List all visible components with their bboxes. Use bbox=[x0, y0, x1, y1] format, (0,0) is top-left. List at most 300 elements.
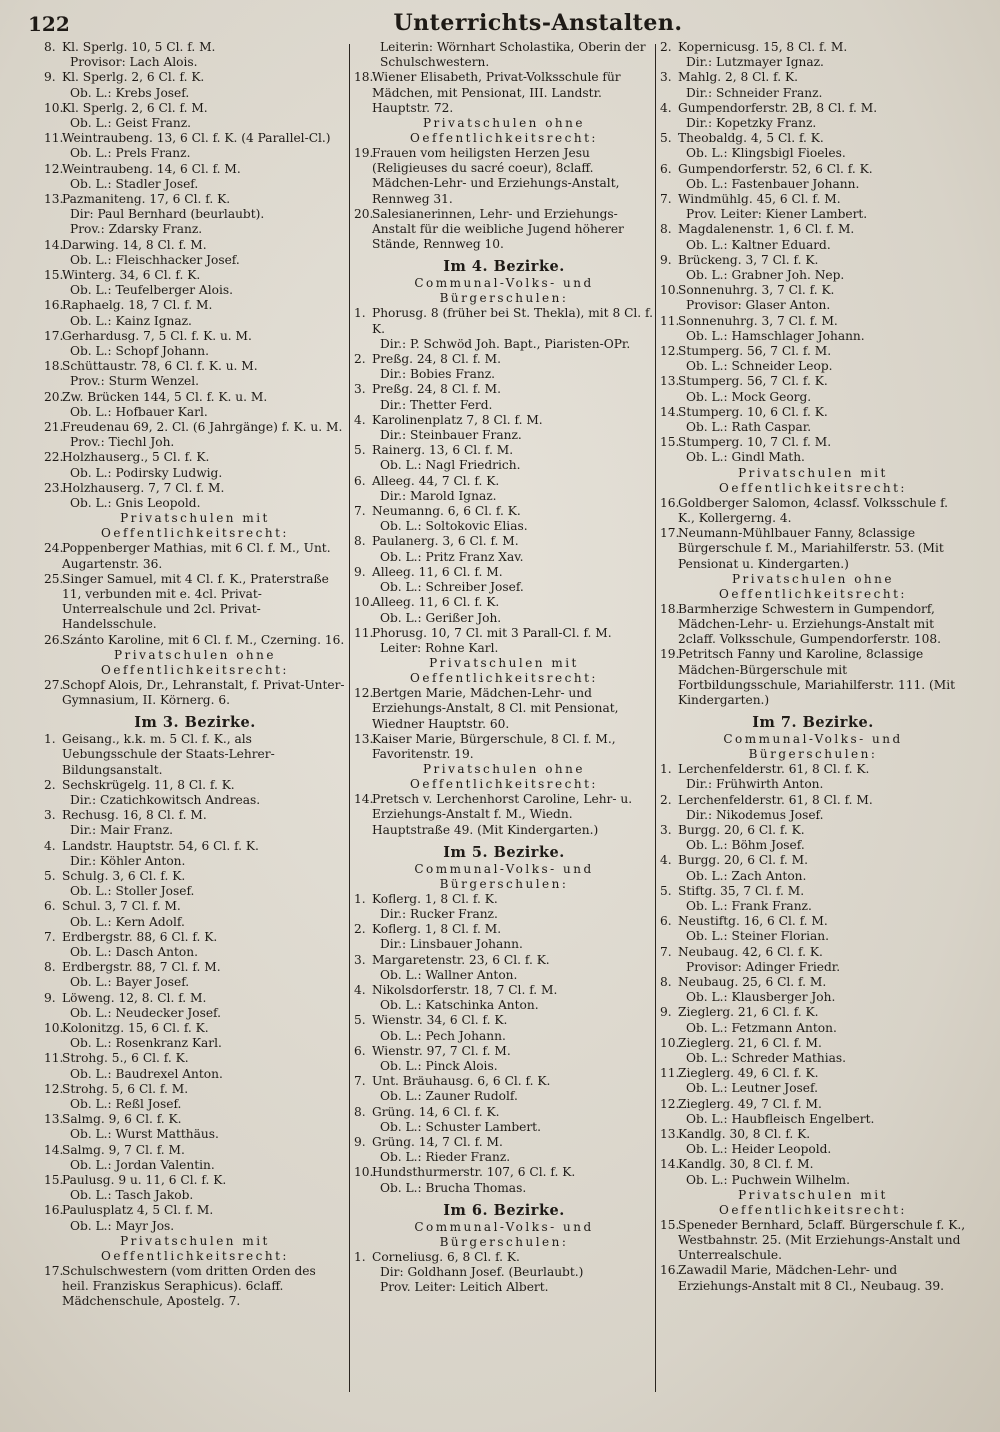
entry-director: Ob. L.: Tasch Jakob. bbox=[70, 1188, 194, 1203]
entry-number: 14. bbox=[660, 1157, 680, 1172]
entry-text: Stumperg. 56, 7 Cl. f. M. bbox=[678, 344, 832, 359]
district-heading: Im 3. Bezirke. bbox=[134, 714, 256, 732]
entry-text: Petritsch Fanny und Karoline, 8classige Mädchen-Bürgerschule mit Fortbildungsschule, Mariahilferstr. 111. (Mit Kindergarten.) bbox=[678, 647, 955, 707]
school-entry bbox=[354, 474, 654, 489]
entry-number: 6. bbox=[660, 914, 672, 929]
entry-number: 7. bbox=[354, 504, 366, 519]
school-entry bbox=[354, 983, 654, 998]
school-entry bbox=[44, 572, 346, 633]
school-entry bbox=[354, 1165, 654, 1180]
entry-text: Phorusg. 8 (früher bei St. Thekla), mit 8 Cl. f. K. bbox=[372, 306, 653, 336]
entry-director: Dir.: Nikodemus Josef. bbox=[686, 807, 824, 822]
entry-director: Ob. L.: Zauner Rudolf. bbox=[380, 1089, 518, 1104]
entry-director: Ob. L.: Hamschlager Johann. bbox=[686, 328, 865, 343]
entry-text: Preßg. 24, 8 Cl. f. M. bbox=[372, 382, 501, 397]
entry-director: Ob. L.: Pinck Alois. bbox=[380, 1058, 498, 1073]
category-heading: Privatschulen mit Oeffentlichkeitsrecht: bbox=[101, 1233, 289, 1263]
school-entry bbox=[44, 40, 346, 55]
entry-number: 1. bbox=[660, 762, 672, 777]
school-entry bbox=[44, 450, 346, 465]
school-entry bbox=[354, 922, 654, 937]
school-entry bbox=[660, 192, 966, 207]
school-entry bbox=[660, 344, 966, 359]
category-heading: Communal-Volks- und Bürgerschulen: bbox=[414, 276, 594, 306]
school-entry bbox=[660, 823, 966, 838]
entry-director: Ob. L.: Schopf Johann. bbox=[70, 344, 209, 359]
entry-number: 12. bbox=[660, 1096, 680, 1111]
entry-director: Provisor: Adinger Friedr. bbox=[686, 959, 841, 974]
text-column-3 bbox=[660, 40, 966, 1408]
entry-director: Ob. L.: Rieder Franz. bbox=[380, 1150, 511, 1165]
entry-text: Gerhardusg. 7, 5 Cl. f. K. u. M. bbox=[62, 328, 252, 343]
entry-text: Landstr. Hauptstr. 54, 6 Cl. f. K. bbox=[62, 838, 259, 853]
entry-director: Ob. L.: Kaltner Eduard. bbox=[686, 237, 831, 252]
school-entry bbox=[660, 884, 966, 899]
school-entry bbox=[354, 207, 654, 253]
entry-text: Phorusg. 10, 7 Cl. mit 3 Parall-Cl. f. M. bbox=[372, 625, 612, 640]
entry-director: Ob. L.: Zach Anton. bbox=[686, 868, 807, 883]
entry-text: Holzhauserg. 7, 7 Cl. f. M. bbox=[62, 480, 225, 495]
entry-text: Burgg. 20, 6 Cl. f. K. bbox=[678, 822, 805, 837]
entry-director: Ob. L.: Dasch Anton. bbox=[70, 944, 198, 959]
school-entry bbox=[660, 496, 966, 526]
entry-director: Ob. L.: Krebs Josef. bbox=[70, 85, 190, 100]
entry-number: 9. bbox=[44, 70, 56, 85]
entry-director: Ob. L.: Fetzmann Anton. bbox=[686, 1020, 837, 1035]
entry-number: 4. bbox=[354, 412, 366, 427]
entry-number: 17. bbox=[44, 328, 64, 343]
entry-director: Ob. L.: Klingsbigl Fioeles. bbox=[686, 146, 846, 161]
entry-director: Ob. L.: Kainz Ignaz. bbox=[70, 313, 192, 328]
school-entry bbox=[44, 778, 346, 793]
entry-text: Speneder Bernhard, 5claff. Bürgerschule f. K., Westbahnstr. 25. (Mit Erziehungs-Anstalt und Unterrealschule. bbox=[678, 1217, 966, 1263]
school-entry bbox=[44, 991, 346, 1006]
text-column-1 bbox=[44, 40, 346, 1408]
entry-director: Ob. L.: Hofbauer Karl. bbox=[70, 404, 208, 419]
category-heading: Privatschulen mit Oeffentlichkeitsrecht: bbox=[410, 656, 598, 686]
entry-director: Dir.: Kopetzky Franz. bbox=[686, 116, 817, 131]
school-entry bbox=[660, 1036, 966, 1051]
entry-director: Ob. L.: Klausberger Joh. bbox=[686, 990, 836, 1005]
entry-text: Erdbergstr. 88, 6 Cl. f. K. bbox=[62, 929, 218, 944]
entry-number: 8. bbox=[354, 534, 366, 549]
school-entry bbox=[44, 1173, 346, 1188]
school-entry bbox=[44, 1203, 346, 1218]
school-entry bbox=[660, 253, 966, 268]
entry-text: Holzhauserg., 5 Cl. f. K. bbox=[62, 450, 210, 465]
school-entry bbox=[660, 374, 966, 389]
category-heading: Privatschulen mit Oeffentlichkeitsrecht: bbox=[719, 1187, 907, 1217]
category-heading: Privatschulen ohne Oeffentlichkeitsrecht: bbox=[101, 647, 289, 677]
school-entry bbox=[44, 1112, 346, 1127]
school-entry bbox=[354, 382, 654, 397]
school-entry bbox=[660, 40, 966, 55]
entry-text: Pazmaniteng. 17, 6 Cl. f. K. bbox=[62, 192, 231, 207]
school-entry bbox=[44, 359, 346, 374]
entry-text: Kaiser Marie, Bürgerschule, 8 Cl. f. M., Favoritenstr. 19. bbox=[372, 731, 616, 761]
school-entry bbox=[660, 131, 966, 146]
entry-director: Ob. L.: Puchwein Wilhelm. bbox=[686, 1172, 850, 1187]
entry-text: Brückeng. 3, 7 Cl. f. K. bbox=[678, 252, 819, 267]
entry-number: 12. bbox=[354, 686, 374, 701]
entry-text: Bertgen Marie, Mädchen-Lehr- und Erziehungs-Anstalt, 8 Cl. mit Pensionat, Wiedner Hauptstr. 60. bbox=[372, 686, 619, 731]
entry-number: 6. bbox=[660, 161, 672, 176]
entry-director: Dir.: Linsbauer Johann. bbox=[380, 937, 523, 952]
school-entry bbox=[354, 413, 654, 428]
entry-text: Unt. Bräuhausg. 6, 6 Cl. f. K. bbox=[372, 1074, 551, 1089]
entry-number: 10. bbox=[44, 100, 64, 115]
entry-director: Ob. L.: Katschinka Anton. bbox=[380, 998, 539, 1013]
entry-number: 27. bbox=[44, 677, 64, 692]
entry-director: Provisor: Glaser Anton. bbox=[686, 298, 831, 313]
entry-text: Kandlg. 30, 8 Cl. f. K. bbox=[678, 1127, 811, 1141]
entry-number: 5. bbox=[354, 443, 366, 458]
entry-director: Prov.: Zdarsky Franz. bbox=[70, 222, 203, 237]
entry-text: Rechusg. 16, 8 Cl. f. M. bbox=[62, 808, 207, 823]
entry-number: 2. bbox=[354, 922, 366, 937]
entry-director: Dir.: Czatichkowitsch Andreas. bbox=[70, 792, 261, 807]
entry-text: Frauen vom heiligsten Herzen Jesu (Religieuses du sacré coeur), 8claff. Mädchen-Lehr- und Erziehungs-Anstalt, Rennweg 31. bbox=[372, 146, 620, 206]
entry-text: Paulusplatz 4, 5 Cl. f. M. bbox=[62, 1203, 214, 1218]
entry-number: 12. bbox=[44, 161, 64, 176]
entry-text: Freudenau 69, 2. Cl. (6 Jahrgänge) f. K. u. M. bbox=[62, 420, 343, 435]
entry-number: 10. bbox=[660, 283, 680, 298]
entry-director: Ob. L.: Steiner Florian. bbox=[686, 929, 830, 944]
entry-director: Ob. L.: Mock Georg. bbox=[686, 389, 812, 404]
entry-director: Ob. L.: Kern Adolf. bbox=[70, 914, 185, 929]
entry-text: Zieglerg. 49, 7 Cl. f. M. bbox=[678, 1096, 822, 1111]
school-entry bbox=[660, 526, 966, 572]
school-entry bbox=[660, 162, 966, 177]
entry-text: Neubaug. 25, 6 Cl. f. M. bbox=[678, 974, 827, 989]
school-entry bbox=[354, 504, 654, 519]
entry-director: Ob. L.: Fleischhacker Josef. bbox=[70, 252, 240, 267]
entry-number: 15. bbox=[660, 1217, 680, 1232]
entry-number: 23. bbox=[44, 480, 64, 495]
entry-text: Schulg. 3, 6 Cl. f. K. bbox=[62, 868, 186, 883]
entry-text: Gumpendorferstr. 52, 6 Cl. f. K. bbox=[678, 161, 873, 176]
entry-text: Salmg. 9, 7 Cl. f. M. bbox=[62, 1142, 185, 1157]
entry-number: 18. bbox=[44, 359, 64, 374]
entry-number: 15. bbox=[44, 1173, 64, 1188]
entry-text: Alleeg. 44, 7 Cl. f. K. bbox=[372, 473, 500, 488]
entry-text: Neubaug. 42, 6 Cl. f. K. bbox=[678, 944, 823, 959]
entry-text: Corneliusg. 6, 8 Cl. f. K. bbox=[372, 1249, 520, 1264]
entry-number: 15. bbox=[660, 435, 680, 450]
school-entry bbox=[44, 1264, 346, 1310]
entry-text: Erdbergstr. 88, 7 Cl. f. M. bbox=[62, 960, 221, 975]
entry-number: 20. bbox=[44, 389, 64, 404]
entry-number: 15. bbox=[44, 268, 64, 283]
school-entry bbox=[354, 70, 654, 116]
entry-number: 14. bbox=[354, 792, 374, 807]
entry-text: Paulanerg. 3, 6 Cl. f. M. bbox=[372, 534, 519, 549]
school-entry bbox=[354, 1135, 654, 1150]
school-entry bbox=[44, 481, 346, 496]
entry-director: Prov.: Sturm Wenzel. bbox=[70, 374, 200, 389]
school-entry bbox=[354, 1250, 654, 1265]
entry-text: Kl. Sperlg. 2, 6 Cl. f. M. bbox=[62, 100, 208, 115]
entry-text: Gumpendorferstr. 2B, 8 Cl. f. M. bbox=[678, 100, 878, 115]
school-entry bbox=[660, 222, 966, 237]
school-entry bbox=[44, 238, 346, 253]
entry-number: 12. bbox=[660, 344, 680, 359]
entry-text: Lerchenfelderstr. 61, 8 Cl. f. K. bbox=[678, 762, 870, 777]
entry-director: Dir.: Marold Ignaz. bbox=[380, 488, 497, 503]
entry-text: Magdalenenstr. 1, 6 Cl. f. M. bbox=[678, 222, 855, 237]
entry-number: 16. bbox=[44, 1203, 64, 1218]
entry-director: Prov. Leiter: Leitich Albert. bbox=[380, 1280, 549, 1295]
entry-number: 16. bbox=[660, 1263, 680, 1278]
entry-text: Karolinenplatz 7, 8 Cl. f. M. bbox=[372, 412, 543, 427]
entry-number: 11. bbox=[44, 131, 64, 146]
entry-number: 8. bbox=[660, 974, 672, 989]
entry-director: Ob. L.: Soltokovic Elias. bbox=[380, 519, 528, 534]
category-heading: Privatschulen ohne Oeffentlichkeitsrecht: bbox=[410, 762, 598, 792]
entry-director: Ob. L.: Neudecker Josef. bbox=[70, 1005, 221, 1020]
entry-number: 14. bbox=[44, 1142, 64, 1157]
running-title: Unterrichts-Anstalten. bbox=[393, 10, 683, 36]
school-entry bbox=[354, 953, 654, 968]
entry-director: Prov. Leiter: Kiener Lambert. bbox=[686, 207, 868, 222]
entry-director: Leiterin: Wörnhart Scholastika, Oberin der Schulschwestern. bbox=[380, 40, 646, 70]
entry-number: 5. bbox=[660, 883, 672, 898]
entry-number: 4. bbox=[660, 100, 672, 115]
school-entry bbox=[660, 435, 966, 450]
entry-director: Dir: Goldhann Josef. (Beurlaubt.) bbox=[380, 1265, 584, 1279]
entry-director: Ob. L.: Leutner Josef. bbox=[686, 1081, 818, 1096]
entry-number: 17. bbox=[660, 526, 680, 541]
school-entry bbox=[44, 930, 346, 945]
entry-text: Strohg. 5., 6 Cl. f. K. bbox=[62, 1051, 189, 1066]
category-heading: Privatschulen mit Oeffentlichkeitsrecht: bbox=[101, 511, 289, 541]
entry-director: Ob. L.: Gindl Math. bbox=[686, 450, 805, 465]
entry-number: 20. bbox=[354, 206, 374, 221]
entry-number: 2. bbox=[660, 40, 672, 54]
entry-number: 3. bbox=[660, 822, 672, 837]
page-number: 122 bbox=[28, 12, 70, 36]
entry-text: Neustiftg. 16, 6 Cl. f. M. bbox=[678, 914, 828, 929]
entry-director: Ob. L.: Brucha Thomas. bbox=[380, 1180, 527, 1195]
entry-text: Schulschwestern (vom dritten Orden des heil. Franziskus Seraphicus). 6claff. Mädchenschule, Apostelg. 7. bbox=[62, 1263, 316, 1309]
entry-director: Ob. L.: Schuster Lambert. bbox=[380, 1119, 541, 1134]
entry-text: Stumperg. 56, 7 Cl. f. K. bbox=[678, 374, 828, 389]
entry-director: Ob. L.: Böhm Josef. bbox=[686, 838, 805, 853]
entry-director: Ob. L.: Podirsky Ludwig. bbox=[70, 465, 223, 480]
school-entry bbox=[660, 314, 966, 329]
school-entry bbox=[660, 1127, 966, 1142]
entry-director: Leiter: Rohne Karl. bbox=[380, 640, 499, 655]
school-entry bbox=[354, 732, 654, 762]
school-entry bbox=[44, 1051, 346, 1066]
entry-number: 11. bbox=[660, 313, 680, 328]
entry-number: 3. bbox=[660, 70, 672, 85]
entry-director: Ob. L.: Wallner Anton. bbox=[380, 967, 518, 982]
entry-text: Salesianerinnen, Lehr- und Erziehungs-Anstalt für die weibliche Jugend höherer Stände, Rennweg 10. bbox=[372, 206, 624, 252]
entry-text: Singer Samuel, mit 4 Cl. f. K., Praterstraße 11, verbunden mit e. 4cl. Privat-Unterrealschule und 2cl. Privat-Handelsschule. bbox=[62, 571, 329, 632]
entry-number: 19. bbox=[660, 647, 680, 662]
entry-director: Dir.: Thetter Ferd. bbox=[380, 397, 493, 412]
school-entry bbox=[660, 602, 966, 648]
entry-director: Ob. L.: Rosenkranz Karl. bbox=[70, 1036, 222, 1051]
entry-director: Ob. L.: Mayr Jos. bbox=[70, 1218, 175, 1233]
school-entry bbox=[354, 534, 654, 549]
entry-director: Ob. L.: Haubfleisch Engelbert. bbox=[686, 1111, 875, 1126]
entry-director: Ob. L.: Stoller Josef. bbox=[70, 884, 195, 899]
entry-number: 2. bbox=[660, 792, 672, 807]
category-heading: Communal-Volks- und Bürgerschulen: bbox=[414, 1219, 594, 1249]
entry-number: 19. bbox=[354, 146, 374, 161]
entry-text: Schopf Alois, Dr., Lehranstalt, f. Privat-Unter-Gymnasium, II. Körnerg. 6. bbox=[62, 677, 345, 707]
entry-number: 18. bbox=[354, 70, 374, 85]
entry-number: 10. bbox=[660, 1035, 680, 1050]
entry-number: 1. bbox=[354, 891, 366, 906]
entry-number: 7. bbox=[660, 192, 672, 207]
entry-number: 14. bbox=[44, 237, 64, 252]
entry-number: 26. bbox=[44, 632, 64, 647]
entry-text: Geisang., k.k. m. 5 Cl. f. K., als Uebungsschule der Staats-Lehrer-Bildungsanstalt. bbox=[62, 732, 275, 777]
school-entry bbox=[44, 131, 346, 146]
school-entry bbox=[44, 268, 346, 283]
school-entry bbox=[660, 793, 966, 808]
entry-text: Zieglerg. 21, 6 Cl. f. M. bbox=[678, 1035, 822, 1050]
entry-number: 8. bbox=[354, 1104, 366, 1119]
entry-director: Dir.: Lutzmayer Ignaz. bbox=[686, 55, 824, 70]
entry-text: Darwing. 14, 8 Cl. f. M. bbox=[62, 237, 207, 252]
entry-director: Dir.: Frühwirth Anton. bbox=[686, 777, 824, 792]
entry-director: Ob. L.: Pritz Franz Xav. bbox=[380, 549, 524, 564]
entry-number: 3. bbox=[354, 952, 366, 967]
entry-number: 18. bbox=[660, 601, 680, 616]
entry-number: 11. bbox=[44, 1051, 64, 1066]
school-entry bbox=[660, 101, 966, 116]
entry-director: Ob. L.: Stadler Josef. bbox=[70, 176, 199, 191]
school-entry bbox=[44, 960, 346, 975]
entry-number: 22. bbox=[44, 450, 64, 465]
entry-director: Dir.: Köhler Anton. bbox=[70, 853, 186, 868]
school-entry bbox=[44, 808, 346, 823]
entry-number: 13. bbox=[44, 1112, 64, 1127]
district-heading: Im 4. Bezirke. bbox=[443, 258, 565, 276]
entry-number: 6. bbox=[354, 473, 366, 488]
entry-text: Winterg. 34, 6 Cl. f. K. bbox=[62, 268, 201, 283]
entry-number: 10. bbox=[354, 1165, 374, 1180]
entry-number: 9. bbox=[354, 564, 366, 579]
entry-text: Zawadil Marie, Mädchen-Lehr- und Erziehungs-Anstalt mit 8 Cl., Neubaug. 39. bbox=[678, 1263, 944, 1293]
entry-text: Stumperg. 10, 7 Cl. f. M. bbox=[678, 435, 832, 450]
entry-number: 9. bbox=[660, 252, 672, 267]
entry-text: Grüng. 14, 7 Cl. f. M. bbox=[372, 1134, 503, 1149]
entry-text: Kopernicusg. 15, 8 Cl. f. M. bbox=[678, 40, 848, 54]
entry-director: Ob. L.: Schreder Mathias. bbox=[686, 1050, 847, 1065]
entry-director: Ob. L.: Teufelberger Alois. bbox=[70, 283, 233, 298]
school-entry bbox=[354, 1044, 654, 1059]
entry-number: 7. bbox=[660, 944, 672, 959]
entry-director: Dir.: Schneider Franz. bbox=[686, 85, 823, 100]
entry-director: Prov.: Tiechl Joh. bbox=[70, 435, 175, 450]
school-entry bbox=[44, 420, 346, 435]
entry-director: Ob. L.: Frank Franz. bbox=[686, 898, 812, 913]
entry-number: 10. bbox=[354, 595, 374, 610]
category-heading: Communal-Volks- und Bürgerschulen: bbox=[414, 861, 594, 891]
school-entry bbox=[354, 626, 654, 641]
entry-number: 9. bbox=[44, 990, 56, 1005]
school-entry bbox=[44, 329, 346, 344]
school-entry bbox=[354, 1074, 654, 1089]
district-heading: Im 7. Bezirke. bbox=[752, 714, 874, 732]
entry-director: Ob. L.: Nagl Friedrich. bbox=[380, 458, 521, 473]
entry-director: Ob. L.: Jordan Valentin. bbox=[70, 1157, 215, 1172]
entry-text: Weintraubeng. 14, 6 Cl. f. M. bbox=[62, 161, 241, 176]
school-entry bbox=[354, 1013, 654, 1028]
entry-number: 21. bbox=[44, 420, 64, 435]
entry-text: Koflerg. 1, 8 Cl. f. M. bbox=[372, 922, 502, 937]
entry-text: Preßg. 24, 8 Cl. f. M. bbox=[372, 352, 501, 367]
entry-number: 1. bbox=[354, 306, 366, 321]
school-entry bbox=[44, 298, 346, 313]
entry-director: Ob. L.: Schreiber Josef. bbox=[380, 580, 524, 595]
entry-text: Sonnenuhrg. 3, 7 Cl. f. K. bbox=[678, 283, 835, 298]
entry-text: Wiener Elisabeth, Privat-Volksschule für Mädchen, mit Pensionat, III. Landstr. Hauptstr. 72. bbox=[372, 70, 621, 115]
entry-text: Raphaelg. 18, 7 Cl. f. M. bbox=[62, 298, 213, 313]
entry-text: Strohg. 5, 6 Cl. f. M. bbox=[62, 1081, 189, 1096]
school-entry bbox=[44, 1021, 346, 1036]
entry-text: Lerchenfelderstr. 61, 8 Cl. f. M. bbox=[678, 792, 873, 807]
entry-director: Ob. L.: Gerißer Joh. bbox=[380, 610, 502, 625]
entry-director: Dir.: P. Schwöd Joh. Bapt., Piaristen-OPr. bbox=[380, 336, 631, 351]
entry-number: 1. bbox=[44, 732, 56, 747]
entry-director: Ob. L.: Wurst Matthäus. bbox=[70, 1127, 219, 1142]
entry-number: 11. bbox=[354, 625, 374, 640]
entry-director: Ob. L.: Schneider Leop. bbox=[686, 359, 833, 374]
school-entry bbox=[44, 839, 346, 854]
entry-director: Ob. L.: Grabner Joh. Nep. bbox=[686, 268, 845, 283]
entry-number: 5. bbox=[44, 868, 56, 883]
entry-text: Barmherzige Schwestern in Gumpendorf, Mädchen-Lehr- u. Erziehungs-Anstalt mit 2claff. Volksschule, Gumpendorferstr. 108. bbox=[678, 601, 941, 647]
entry-text: Kl. Sperlg. 2, 6 Cl. f. K. bbox=[62, 70, 205, 85]
school-entry bbox=[660, 1218, 966, 1264]
entry-director: Dir.: Mair Franz. bbox=[70, 823, 174, 838]
entry-number: 3. bbox=[44, 808, 56, 823]
entry-director: Ob. L.: Heider Leopold. bbox=[686, 1142, 832, 1157]
entry-number: 5. bbox=[660, 131, 672, 146]
school-entry bbox=[660, 647, 966, 708]
entry-number: 9. bbox=[354, 1134, 366, 1149]
entry-number: 11. bbox=[660, 1066, 680, 1081]
school-entry bbox=[354, 306, 654, 336]
entry-number: 6. bbox=[44, 899, 56, 914]
school-entry bbox=[660, 762, 966, 777]
entry-number: 13. bbox=[660, 1127, 680, 1141]
school-entry bbox=[354, 565, 654, 580]
school-entry bbox=[354, 792, 654, 838]
entry-number: 5. bbox=[354, 1013, 366, 1028]
entry-number: 16. bbox=[44, 298, 64, 313]
school-entry bbox=[354, 686, 654, 732]
entry-director: Dir.: Rucker Franz. bbox=[380, 906, 498, 921]
entry-number: 25. bbox=[44, 571, 64, 586]
text-column-2 bbox=[354, 40, 654, 1408]
entry-text: Sechskrügelg. 11, 8 Cl. f. K. bbox=[62, 777, 235, 792]
entry-director: Ob. L.: Bayer Josef. bbox=[70, 975, 190, 990]
entry-text: Hundsthurmerstr. 107, 6 Cl. f. K. bbox=[372, 1165, 576, 1180]
entry-text: Zieglerg. 49, 6 Cl. f. K. bbox=[678, 1066, 819, 1081]
category-heading: Communal-Volks- und Bürgerschulen: bbox=[723, 732, 903, 762]
school-entry bbox=[44, 1082, 346, 1097]
school-entry bbox=[44, 70, 346, 85]
entry-text: Koflerg. 1, 8 Cl. f. K. bbox=[372, 891, 498, 906]
entry-director: Ob. L.: Reßl Josef. bbox=[70, 1097, 182, 1111]
